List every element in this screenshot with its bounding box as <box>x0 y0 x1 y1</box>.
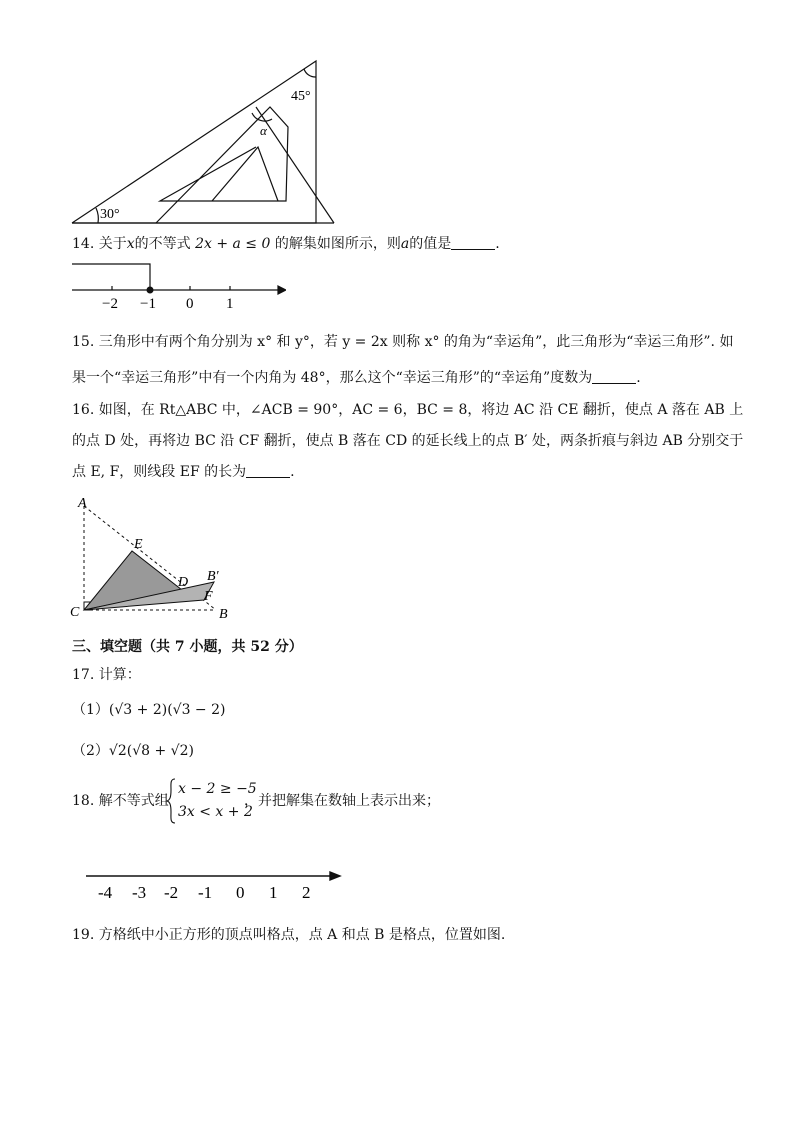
label-A: A <box>78 496 87 511</box>
q14-text-mid: 的不等式 <box>134 236 191 252</box>
q18-number-line <box>84 862 344 906</box>
q18-inequality-2: 3x < x + 2 <box>178 804 253 820</box>
q14-tick-label: 0 <box>186 296 194 312</box>
q14-period: . <box>495 236 500 252</box>
label-D: D <box>178 575 189 590</box>
q14-number: 14. <box>72 236 95 252</box>
label-B: B <box>219 607 228 622</box>
q14-tick-label: −1 <box>140 296 156 312</box>
question-15 <box>72 332 733 352</box>
q15-period: . <box>636 370 641 386</box>
q14-solid-point <box>147 287 154 294</box>
q18-text-after: ，并把解集在数轴上表示出来； <box>244 793 440 809</box>
q15-answer-blank <box>592 369 636 384</box>
question-18 <box>72 791 169 811</box>
q17-part2: （2）√2(√8 + √2) <box>72 743 194 759</box>
question-14 <box>72 234 500 254</box>
q16-period: . <box>290 464 295 480</box>
q14-inequality: 2x + a ≤ 0 <box>195 236 271 252</box>
angle-30-label: 30° <box>100 207 120 222</box>
q17-part1: （1）(√3 + 2)(√3 − 2) <box>72 702 226 718</box>
triangle-figure <box>60 55 350 230</box>
q18-tick-label: -1 <box>198 883 213 902</box>
label-C: C <box>70 605 80 620</box>
q18-tick-label: 1 <box>269 883 278 902</box>
question-16-line3 <box>72 462 295 482</box>
q19-text: 方格纸中小正方形的顶点叫格点，点 A 和点 B 是格点，位置如图. <box>98 927 506 943</box>
q14-answer-blank <box>451 235 495 250</box>
q17-number: 17. <box>72 667 95 683</box>
q16-line1: 如图，在 Rt△ABC 中，∠ACB = 90°，AC = 6，BC = 8，将边 AC 沿 CE 翻折，使点 A 落在 AB 上 <box>98 402 744 418</box>
label-B-prime: B′ <box>207 569 219 584</box>
q14-solution-ray <box>72 264 150 290</box>
angle-45-label: 45° <box>291 89 311 104</box>
q18-inequality-system <box>166 778 256 824</box>
q18-text-before: 解不等式组 <box>98 793 169 809</box>
q14-number-line <box>66 258 286 314</box>
q18-number: 18. <box>72 793 95 809</box>
q18-tick-label: 0 <box>236 883 245 902</box>
q14-var-a: a <box>400 236 410 252</box>
q19-number: 19. <box>72 927 95 943</box>
question-16-line2 <box>72 431 743 451</box>
q14-text-after: 的解集如图所示，则 <box>274 236 401 252</box>
q18-tick-label: -4 <box>98 883 113 902</box>
q14-text-end: 的值是 <box>409 236 452 252</box>
q18-tick-label: 2 <box>302 883 311 902</box>
q16-line3: 点 E, F，则线段 EF 的长为 <box>72 464 247 480</box>
q14-tick-label: −2 <box>102 296 118 312</box>
brace-icon <box>166 778 176 824</box>
q16-number: 16. <box>72 402 95 418</box>
angle-alpha-label: α <box>260 123 267 138</box>
label-E: E <box>134 537 143 552</box>
question-19 <box>72 925 505 945</box>
label-F: F <box>204 589 213 604</box>
q14-text-before: 关于 <box>98 236 127 252</box>
q14-tick-label: 1 <box>226 296 234 312</box>
q18-tick-label: -3 <box>132 883 147 902</box>
question-17 <box>72 665 141 685</box>
section-3-title: 三、填空题（共 7 小题，共 52 分） <box>72 639 303 655</box>
q16-figure <box>66 494 246 624</box>
q16-line2: 的点 D 处，再将边 BC 沿 CF 翻折，使点 B 落在 CD 的延长线上的点 B′ 处，两条折痕与斜边 AB 分别交于 <box>72 433 744 449</box>
q18-inequality-1: x − 2 ≥ −5 <box>178 781 257 797</box>
q18-tick-label: -2 <box>164 883 179 902</box>
q15-number: 15. <box>72 334 95 350</box>
question-15-line2 <box>72 368 641 388</box>
q14-var-x: x <box>126 236 135 252</box>
q15-line1: 三角形中有两个角分别为 x° 和 y°，若 y = 2x 则称 x° 的角为“幸运角”，此三角形为“幸运三角形”. 如 <box>98 334 734 350</box>
q15-line2: 果一个“幸运三角形”中有一个内角为 48°，那么这个“幸运三角形”的“幸运角”度数为 <box>72 370 593 386</box>
q17-text: 计算： <box>98 667 141 683</box>
question-16 <box>72 400 743 420</box>
q16-answer-blank <box>246 463 290 478</box>
